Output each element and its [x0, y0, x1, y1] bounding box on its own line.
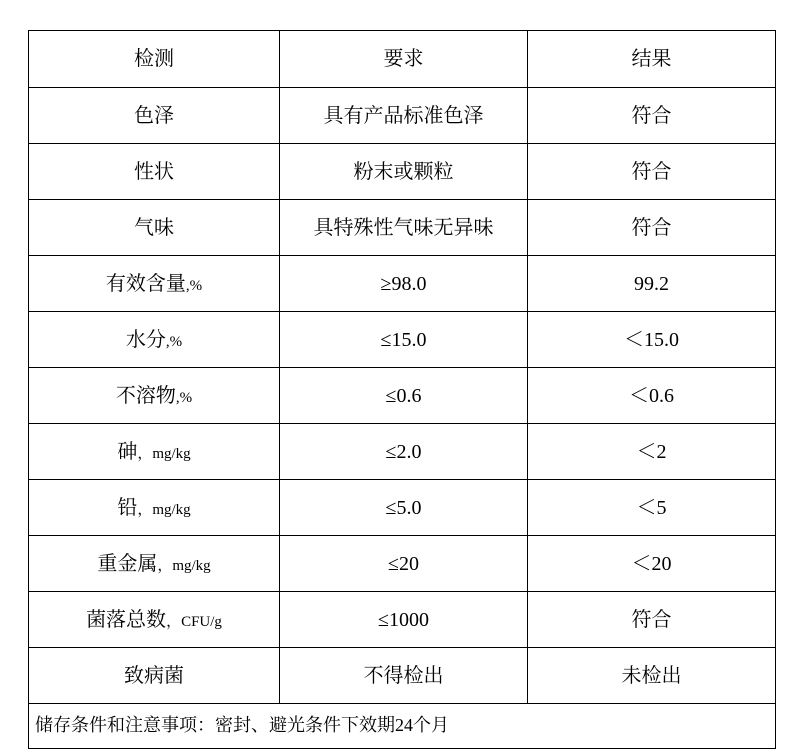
cell-item: [29, 424, 280, 480]
item-unit: ，mg/kg: [137, 445, 191, 462]
item-name: 水分: [125, 328, 166, 351]
table-row: [29, 536, 776, 592]
table-row: [29, 480, 776, 536]
column-header-result: [528, 31, 776, 88]
item-unit: ，mg/kg: [157, 557, 211, 574]
cell-result: ＜20: [528, 536, 776, 592]
cell-result: ＜5: [528, 480, 776, 536]
cell-item: [29, 312, 280, 368]
cell-result: ＜2: [528, 424, 776, 480]
storage-note-row: [29, 704, 776, 749]
item-name: 性状: [134, 160, 174, 183]
storage-note-cell: [29, 704, 776, 749]
item-name: 菌落总数: [86, 608, 167, 631]
item-name: 重金属: [97, 552, 158, 575]
cell-result: 符合: [528, 200, 776, 256]
cell-requirement: 不得检出: [280, 648, 528, 704]
column-header-requirement: [280, 31, 528, 88]
cell-item: [29, 368, 280, 424]
table-row: [29, 368, 776, 424]
cell-requirement: ≤20: [280, 536, 528, 592]
cell-result: 符合: [528, 592, 776, 648]
cell-requirement: ≤2.0: [280, 424, 528, 480]
cell-result: ＜15.0: [528, 312, 776, 368]
cell-result: 符合: [528, 88, 776, 144]
table-row: [29, 200, 776, 256]
cell-requirement: ≤1000: [280, 592, 528, 648]
item-unit: ,%: [175, 389, 193, 406]
item-name: 气味: [134, 216, 174, 239]
column-header-item: [29, 31, 280, 88]
item-name: 不溶物: [115, 384, 176, 407]
column-header-item-label: 检测: [134, 48, 174, 70]
cell-item: [29, 480, 280, 536]
cell-result: 未检出: [528, 648, 776, 704]
table-row: [29, 312, 776, 368]
item-name: 砷: [117, 440, 138, 463]
storage-note-text: 储存条件和注意事项：密封、避光条件下效期24个月: [35, 715, 449, 736]
table-row: [29, 88, 776, 144]
cell-item: [29, 200, 280, 256]
item-unit: ，CFU/g: [166, 613, 222, 630]
cell-item: [29, 88, 280, 144]
table-row: [29, 592, 776, 648]
cell-requirement: ≤5.0: [280, 480, 528, 536]
item-name: 铅: [117, 496, 138, 519]
cell-item: [29, 536, 280, 592]
table-row: [29, 648, 776, 704]
item-unit: ,%: [185, 277, 203, 294]
cell-requirement: 粉末或颗粒: [280, 144, 528, 200]
specification-table: [28, 30, 776, 749]
item-unit: ,%: [165, 333, 183, 350]
table-row: [29, 256, 776, 312]
cell-requirement: ≤0.6: [280, 368, 528, 424]
cell-requirement: ≤15.0: [280, 312, 528, 368]
column-header-result-label: 结果: [631, 48, 672, 70]
item-name: 致病菌: [124, 664, 184, 687]
item-name: 色泽: [134, 104, 174, 127]
cell-requirement: 具特殊性气味无异味: [280, 200, 528, 256]
cell-result: 99.2: [528, 256, 776, 312]
item-unit: ，mg/kg: [137, 501, 191, 518]
cell-result: ＜0.6: [528, 368, 776, 424]
item-name: 有效含量: [105, 272, 186, 295]
table-row: [29, 424, 776, 480]
table-row: [29, 144, 776, 200]
cell-item: [29, 648, 280, 704]
cell-item: [29, 592, 280, 648]
cell-requirement: ≥98.0: [280, 256, 528, 312]
cell-result: 符合: [528, 144, 776, 200]
table-header-row: [29, 31, 776, 88]
cell-requirement: 具有产品标准色泽: [280, 88, 528, 144]
cell-item: [29, 256, 280, 312]
column-header-requirement-label: 要求: [383, 48, 424, 70]
cell-item: [29, 144, 280, 200]
